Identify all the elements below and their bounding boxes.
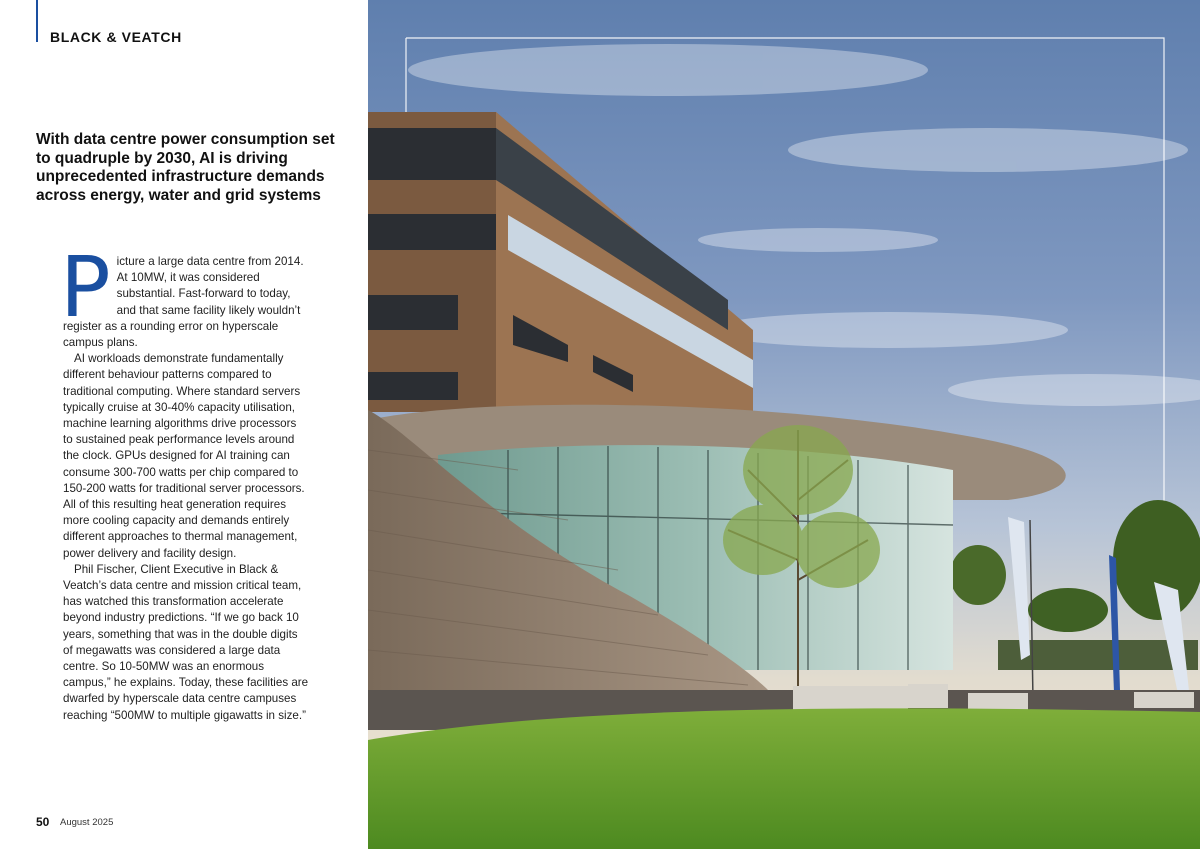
brand-name: BLACK & VEATCH (50, 29, 182, 45)
drop-cap: P (60, 238, 111, 336)
feature-photo (368, 0, 1200, 849)
issue-date: August 2025 (60, 817, 114, 828)
lawn (368, 708, 1200, 849)
standfirst-heading: With data centre power consumption set to quadruple by 2030, AI is driving unprecedented infrastructure demands across energy, water and grid systems (36, 131, 335, 204)
brand-rule (36, 0, 38, 42)
data-centre-building-photo (368, 0, 1200, 849)
article-paragraph-1 (60, 238, 309, 351)
page-number: 50 (36, 815, 50, 829)
text-column (0, 0, 368, 849)
paragraph-1-text: icture a large data centre from 2014. At 10MW, it was considered substantial. Fast-forward to today, and that same facility likely wouldn’t register as a rounding error on hyperscale campus plans. (63, 255, 304, 350)
article-body (60, 238, 309, 724)
article-paragraph-3: Phil Fischer, Client Executive in Black & Veatch’s data centre and mission critical team, has watched this transformation accelerate beyond industry predictions. “If we go back 10 years, something that was in the double digits of megawatts was considered a large data centre. So 10-50MW was an enormous campus,” he explains. Today, these facilities are dwarfed by hyperscale data centre campuses reaching “500MW to multiple gigawatts in size.” (63, 562, 309, 722)
article-paragraph-2: AI workloads demonstrate fundamentally different behaviour patterns compared to traditional computing. Where standard servers typically cruise at 30-40% capacity utilisation, machine learning algorithms drive processors to sustained peak performance levels around the clock. GPUs designed for AI training can consume 300-700 watts per chip compared to 150-200 watts for traditional server processors. All of this resulting heat generation requires more cooling capacity and demands entirely different approaches to thermal management, power delivery and facility design. (63, 352, 305, 560)
